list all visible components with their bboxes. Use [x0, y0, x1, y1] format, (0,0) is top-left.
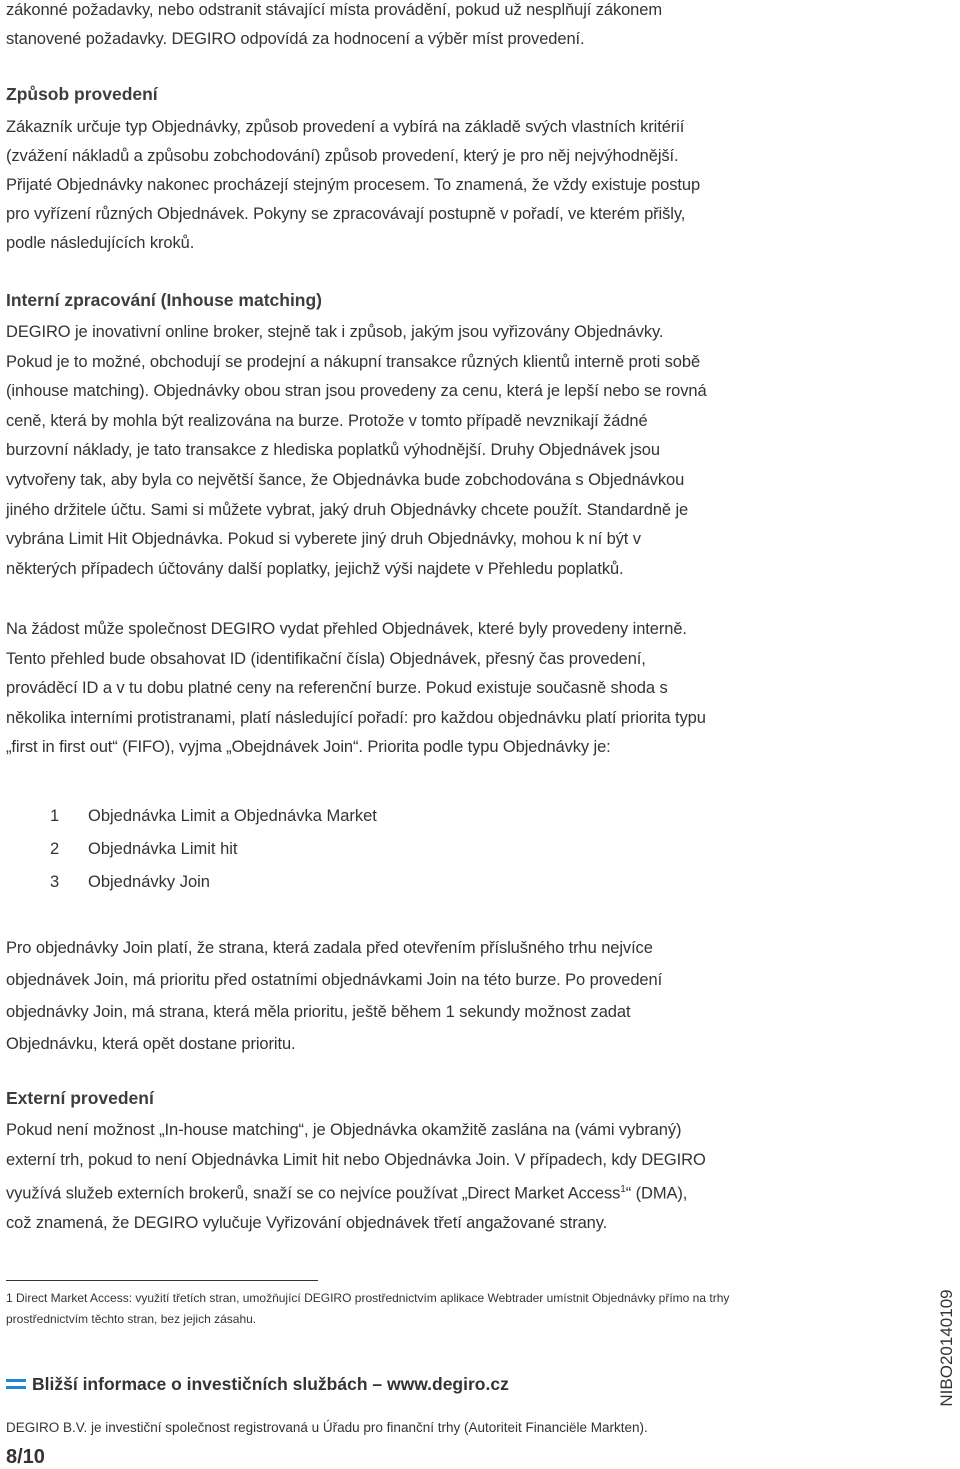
paragraph-line: některých případech účtovány další poplatky, jejichž výši najdete v Přehledu poplatků. — [6, 559, 624, 578]
footnote — [6, 1288, 870, 1330]
zpusob-provedeni-paragraph — [6, 113, 920, 258]
externi-provedeni-paragraph — [6, 1116, 920, 1239]
paragraph-line: Pokud není možnost „In-house matching“, je Objednávka okamžitě zaslána na (vámi vybraný) — [6, 1121, 682, 1139]
paragraph-line: pro vyřízení různých Objednávek. Pokyny se zpracovávají postupně v pořadí, ve kterém přišly, — [6, 205, 686, 223]
list-item-text: Objednávky Join — [88, 873, 210, 891]
footnote-ref: 1 — [620, 1184, 626, 1196]
paragraph-line: DEGIRO je inovativní online broker, stejně tak i způsob, jakým jsou vyřizovány Objednávky. — [6, 323, 664, 341]
paragraph-line: externí trh, pokud to není Objednávka Limit hit nebo Objednávka Join. V případech, kdy DEGIRO — [6, 1150, 706, 1169]
paragraph-line: Tento přehled bude obsahovat ID (identifikační čísla) Objednávek, přesný čas provedení, — [6, 649, 646, 668]
paragraph-line: Pokud je to možné, obchodují se prodejní a nákupní transakce různých klientů interně proti sobě — [6, 352, 701, 371]
paragraph-line: Objednávku, která opět dostane prioritu. — [6, 1035, 296, 1053]
footer-info-text: Bližší informace o investičních službách – www.degiro.cz — [32, 1374, 509, 1394]
paragraph-line: (inhouse matching). Objednávky obou stran jsou provedeny za cenu, která je lepší nebo se rovná — [6, 382, 707, 401]
prehled-paragraph — [6, 615, 920, 763]
page-number: 8/10 — [6, 1446, 45, 1468]
intro-paragraph — [6, 0, 920, 54]
list-item — [50, 806, 377, 826]
join-paragraph — [6, 932, 920, 1060]
paragraph-line: objednávek Join, má prioritu před ostatními objednávkami Join na této burze. Po provedení — [6, 971, 663, 989]
list-item — [50, 839, 238, 859]
legal-notice: DEGIRO B.V. je investiční společnost registrovaná u Úřadu pro finanční trhy (Autoriteit Financiële Markten). — [6, 1420, 648, 1435]
footer-info — [6, 1374, 509, 1395]
footnote-line: prostřednictvím těchto stran, bez jejich zásahu. — [6, 1312, 257, 1326]
list-item-number: 3 — [50, 873, 60, 891]
list-item-number: 2 — [50, 840, 60, 858]
document-code-text: NIBO20140109 — [937, 1289, 956, 1407]
document-code — [937, 1289, 956, 1407]
paragraph-line: což znamená, že DEGIRO vylučuje Vyřizování objednávek třetí angažované strany. — [6, 1214, 608, 1233]
paragraph-line: burzovní náklady, je tato transakce z hlediska poplatků výhodnější. Druhy Objednávek jsou — [6, 441, 660, 460]
paragraph-line: vybrána Limit Hit Objednávka. Pokud si vyberete jiný druh Objednávky, mohou k ní být v — [6, 530, 641, 549]
paragraph-line: jiného držitele účtu. Sami si můžete vybrat, jaký druh Objednávky chcete použít. Standardně je — [6, 500, 689, 519]
list-item-number: 1 — [50, 807, 60, 825]
paragraph-line: podle následujících kroků. — [6, 234, 195, 252]
paragraph-line: „first in first out“ (FIFO), vyjma „Obejdnávek Join“. Priorita podle typu Objednávky je: — [6, 738, 611, 757]
interni-zpracovani-paragraph — [6, 318, 920, 584]
list-item-text: Objednávka Limit hit — [88, 840, 238, 858]
paragraph-line: vytvořeny tak, aby byla co největší šance, že Objednávka bude zobchodována s Objednávkou — [6, 470, 685, 489]
paragraph-line: několika interními protistranami, platí následující pořadí: pro každou objednávku platí priorita typu — [6, 708, 706, 727]
section-heading-zpusob-provedeni: Způsob provedení — [6, 84, 158, 104]
list-item — [50, 872, 210, 892]
paragraph-line: Na žádost může společnost DEGIRO vydat přehled Objednávek, které byly provedeny interně. — [6, 620, 687, 638]
paragraph-line: objednávky Join, má strana, která měla prioritu, ještě během 1 sekundy možnost zadat — [6, 1003, 631, 1021]
footnote-line: 1 Direct Market Access: využití třetích stran, umožňující DEGIRO prostřednictvím aplikace Webtrader umístnit Objednávky přímo na trhy — [6, 1291, 730, 1305]
section-heading-interni-zpracovani: Interní zpracování (Inhouse matching) — [6, 290, 323, 310]
paragraph-line: Zákazník určuje typ Objednávky, způsob provedení a vybírá na základě svých vlastních kritérií — [6, 118, 685, 136]
dma-text: využívá služeb externích brokerů, snaží se co nejvíce používat „Direct Market Access — [6, 1184, 621, 1203]
paragraph-line: ceně, která by mohla být realizována na burze. Protože v tomto případě nevznikají žádné — [6, 411, 648, 430]
dma-text-end: “ (DMA), — [625, 1184, 688, 1203]
paragraph-line: Přijaté Objednávky nakonec procházejí stejným procesem. To znamená, že vždy existuje postup — [6, 176, 701, 194]
intro-line: zákonné požadavky, nebo odstranit stávající místa provádění, pokud už nesplňují zákonem — [6, 1, 662, 19]
paragraph-line: Pro objednávky Join platí, že strana, která zadala před otevřením příslušného trhu nejvíce — [6, 939, 653, 957]
paragraph-line — [6, 1175, 920, 1209]
equals-icon — [6, 1377, 26, 1391]
list-item-text: Objednávka Limit a Objednávka Market — [88, 807, 377, 825]
footnote-divider — [6, 1280, 318, 1281]
paragraph-line: prováděcí ID a v tu dobu platné ceny na referenční burze. Pokud existuje současně shoda s — [6, 679, 668, 698]
intro-line: stanovené požadavky. DEGIRO odpovídá za hodnocení a výběr míst provedení. — [6, 30, 585, 48]
paragraph-line: (zvážení nákladů a způsobu zobchodování) způsob provedení, který je pro něj nejvýhodnější. — [6, 147, 679, 165]
section-heading-externi-provedeni: Externí provedení — [6, 1088, 154, 1108]
